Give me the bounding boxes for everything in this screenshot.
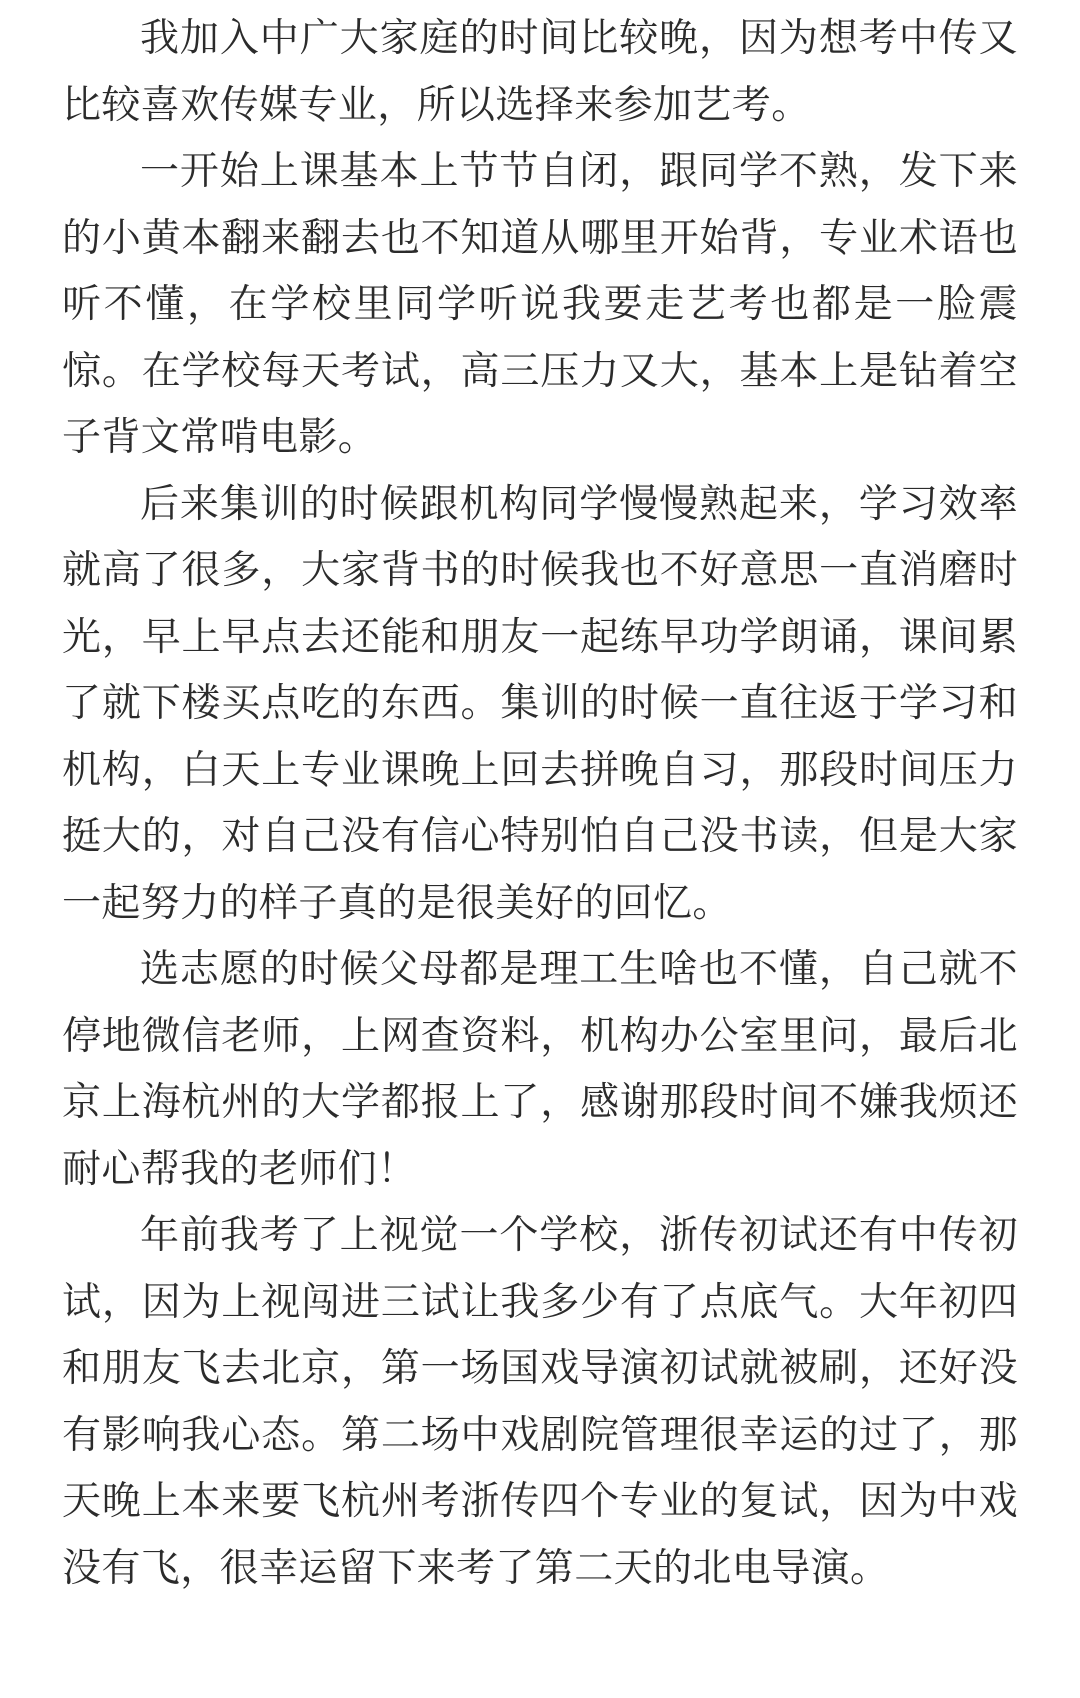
paragraph-4: 选志愿的时候父母都是理工生啥也不懂，自己就不停地微信老师，上网查资料，机构办公室里问，最后北京上海杭州的大学都报上了，感谢那段时间不嫌我烦还耐心帮我的老师们！ (62, 947, 1018, 1192)
paragraph-3: 后来集训的时候跟机构同学慢慢熟起来，学习效率就高了很多，大家背书的时候我也不好意思一直消磨时光，早上早点去还能和朋友一起练早功学朗诵，课间累了就下楼买点吃的东西。集训的时候一直往返于学习和机构，白天上专业课晚上回去拼晚自习，那段时间压力挺大的，对自己没有信心特别怕自己没书读，但是大家一起努力的样子真的是很美好的回忆。 (62, 481, 1018, 926)
paragraph-5: 年前我考了上视觉一个学校，浙传初试还有中传初试，因为上视闯进三试让我多少有了点底气。大年初四和朋友飞去北京，第一场国戏导演初试就被刷，还好没有影响我心态。第二场中戏剧院管理很幸运的过了，那天晚上本来要飞杭州考浙传四个专业的复试，因为中戏没有飞，很幸运留下来考了第二天的北电导演。 (62, 1213, 1018, 1591)
paragraph-1: 我加入中广大家庭的时间比较晚，因为想考中传又比较喜欢传媒专业，所以选择来参加艺考。 (62, 16, 1018, 128)
paragraph-2: 一开始上课基本上节节自闭，跟同学不熟，发下来的小黄本翻来翻去也不知道从哪里开始背，专业术语也听不懂，在学校里同学听说我要走艺考也都是一脸震惊。在学校每天考试，高三压力又大，基本上是钻着空子背文常啃电影。 (62, 149, 1018, 460)
article-body (62, 6, 1018, 1602)
